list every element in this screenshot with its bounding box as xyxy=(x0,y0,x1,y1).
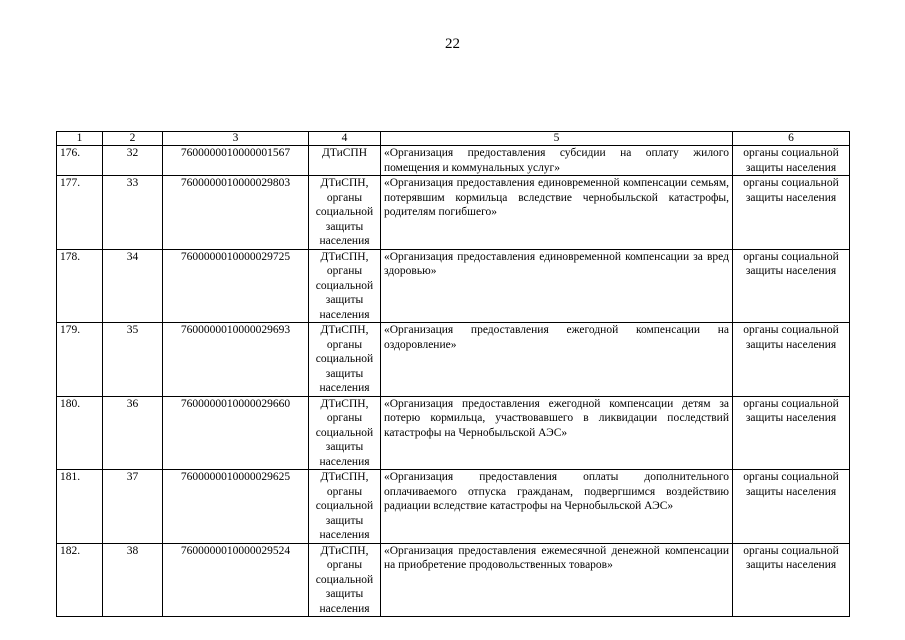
service-description: «Организация предоставления оплаты дополнительного оплачиваемого отпуска гражданам, подвергшимся воздействию радиации вследствие катастрофы на Чернобыльской АЭС» xyxy=(381,470,733,544)
table-row xyxy=(57,323,850,397)
executor: органы социальной защиты населения xyxy=(733,249,850,323)
service-code: 7600000010000029660 xyxy=(163,396,309,470)
responsible-org: ДТиСПН, органы социальной защиты населения xyxy=(309,176,381,250)
row-index: 34 xyxy=(103,249,163,323)
service-description: «Организация предоставления ежегодной компенсации детям за потерю кормильца, участвовавшего в ликвидации последствий катастрофы на Чернобыльской АЭС» xyxy=(381,396,733,470)
responsible-org: ДТиСПН xyxy=(309,146,381,176)
row-number: 179. xyxy=(57,323,103,397)
responsible-org: ДТиСПН, органы социальной защиты населения xyxy=(309,396,381,470)
service-description: «Организация предоставления ежемесячной денежной компенсации на приобретение продовольственных товаров» xyxy=(381,543,733,617)
row-index: 33 xyxy=(103,176,163,250)
service-code: 7600000010000029524 xyxy=(163,543,309,617)
table-row xyxy=(57,146,850,176)
column-header: 1 xyxy=(57,132,103,146)
service-code: 7600000010000029693 xyxy=(163,323,309,397)
column-header: 6 xyxy=(733,132,850,146)
row-index: 36 xyxy=(103,396,163,470)
responsible-org: ДТиСПН, органы социальной защиты населения xyxy=(309,470,381,544)
executor: органы социальной защиты населения xyxy=(733,396,850,470)
row-number: 177. xyxy=(57,176,103,250)
responsible-org: ДТиСПН, органы социальной защиты населения xyxy=(309,323,381,397)
column-header: 3 xyxy=(163,132,309,146)
table-header-row xyxy=(57,132,850,146)
row-number: 182. xyxy=(57,543,103,617)
row-index: 35 xyxy=(103,323,163,397)
table-row xyxy=(57,249,850,323)
service-code: 7600000010000029803 xyxy=(163,176,309,250)
table-row xyxy=(57,176,850,250)
responsible-org: ДТиСПН, органы социальной защиты населения xyxy=(309,543,381,617)
row-index: 32 xyxy=(103,146,163,176)
service-description: «Организация предоставления субсидии на оплату жилого помещения и коммунальных услуг» xyxy=(381,146,733,176)
service-code: 7600000010000029625 xyxy=(163,470,309,544)
responsible-org: ДТиСПН, органы социальной защиты населения xyxy=(309,249,381,323)
column-header: 5 xyxy=(381,132,733,146)
services-table xyxy=(56,131,850,617)
table-row xyxy=(57,470,850,544)
executor: органы социальной защиты населения xyxy=(733,323,850,397)
service-code: 7600000010000001567 xyxy=(163,146,309,176)
executor: органы социальной защиты населения xyxy=(733,146,850,176)
row-number: 181. xyxy=(57,470,103,544)
row-number: 180. xyxy=(57,396,103,470)
table-row xyxy=(57,396,850,470)
service-code: 7600000010000029725 xyxy=(163,249,309,323)
executor: органы социальной защиты населения xyxy=(733,176,850,250)
executor: органы социальной защиты населения xyxy=(733,543,850,617)
row-index: 38 xyxy=(103,543,163,617)
row-index: 37 xyxy=(103,470,163,544)
service-description: «Организация предоставления единовременной компенсации за вред здоровью» xyxy=(381,249,733,323)
service-description: «Организация предоставления ежегодной компенсации на оздоровление» xyxy=(381,323,733,397)
row-number: 178. xyxy=(57,249,103,323)
service-description: «Организация предоставления единовременной компенсации семьям, потерявшим кормильца вследствие чернобыльской катастрофы, родителям погибшего» xyxy=(381,176,733,250)
column-header: 4 xyxy=(309,132,381,146)
column-header: 2 xyxy=(103,132,163,146)
page-number: 22 xyxy=(445,36,460,52)
row-number: 176. xyxy=(57,146,103,176)
executor: органы социальной защиты населения xyxy=(733,470,850,544)
table-row xyxy=(57,543,850,617)
